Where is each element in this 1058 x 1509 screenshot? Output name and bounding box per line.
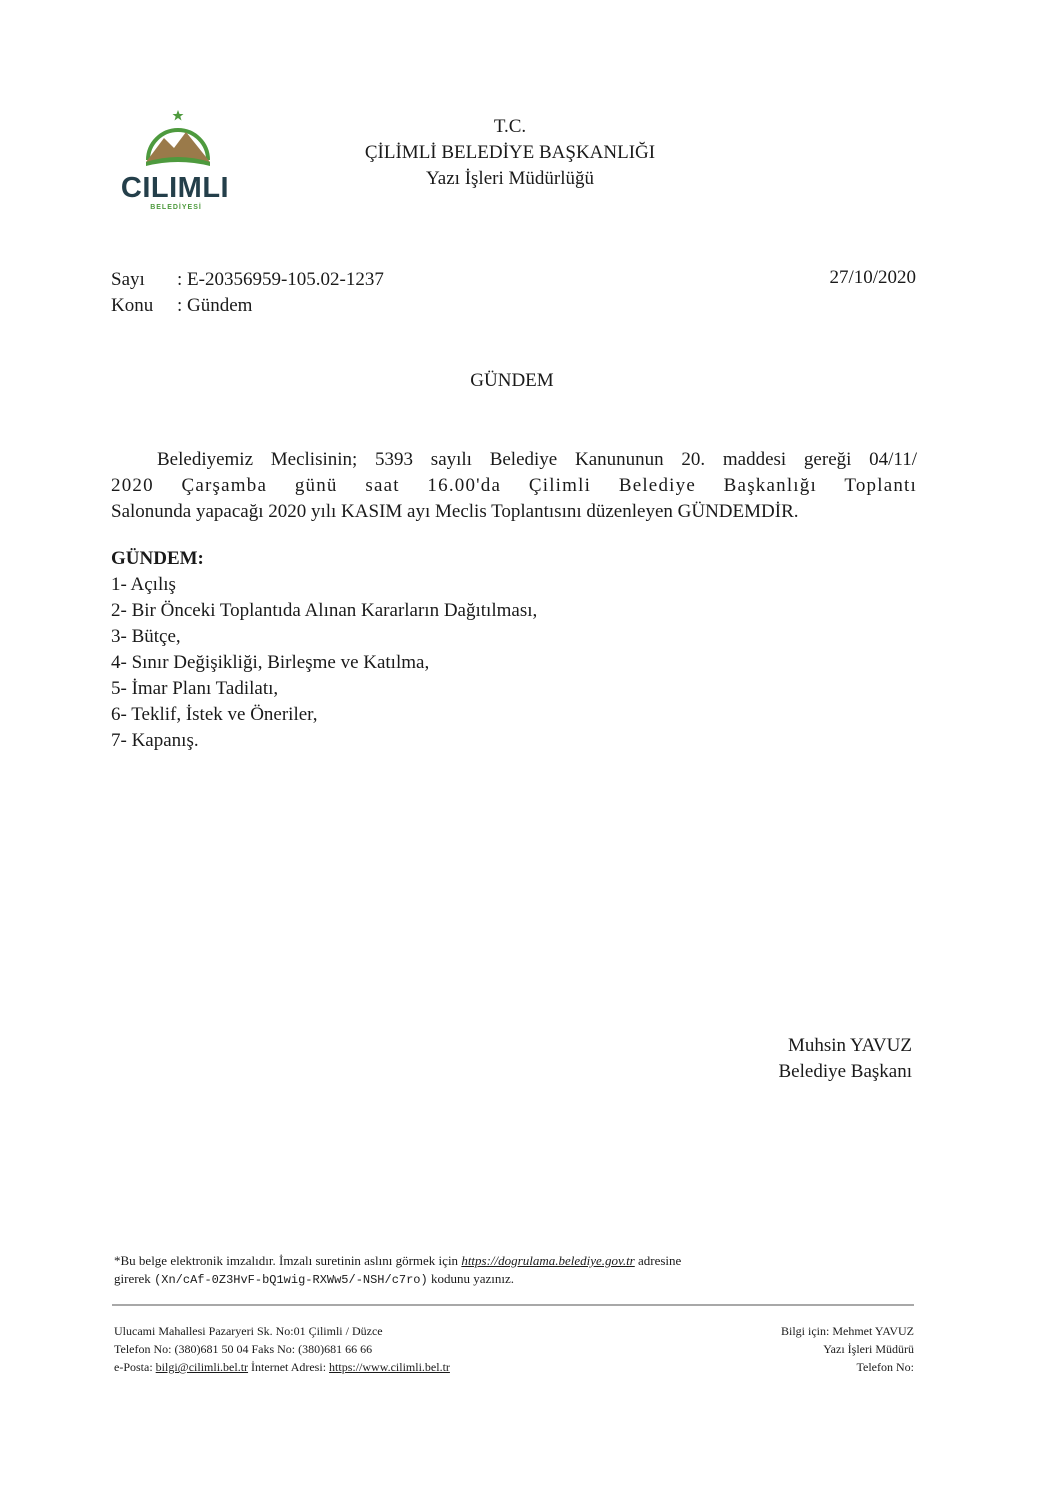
- sayi-label: Sayı: [111, 269, 145, 290]
- agenda-heading: GÜNDEM:: [111, 548, 204, 569]
- info-contact-role: Yazı İşleri Müdürü: [823, 1342, 914, 1356]
- verification-code: (Xn/cAf-0Z3HvF-bQ1wig-RXWw5/-NSH/c7ro): [154, 1273, 428, 1287]
- footer-address: Ulucami Mahallesi Pazaryeri Sk. No:01 Çilimli / Düzce: [114, 1324, 383, 1338]
- document-date: 27/10/2020: [829, 267, 916, 288]
- document-title: GÜNDEM: [470, 370, 554, 391]
- footer-contact: [114, 1322, 450, 1376]
- logo-subtitle: BELEDİYESİ: [150, 204, 202, 211]
- footer-info: [781, 1322, 914, 1376]
- footer-divider: [112, 1304, 914, 1306]
- konu-value: : Gündem: [177, 295, 253, 316]
- sayi-value: : E-20356959-105.02-1237: [177, 269, 384, 290]
- header-line-department: Yazı İşleri Müdürlüğü: [425, 168, 594, 189]
- agenda-item: 6- Teklif, İstek ve Öneriler,: [111, 704, 318, 725]
- agenda-item: 1- Açılış: [111, 574, 176, 595]
- agenda-item: 4- Sınır Değişikliği, Birleşme ve Katılma,: [111, 652, 430, 673]
- agenda-item: 3- Bütçe,: [111, 626, 181, 647]
- verification-link[interactable]: https://dogrulama.belediye.gov.tr: [461, 1253, 635, 1268]
- body-line-1: Belediyemiz Meclisinin; 5393 sayılı Belediye Kanununun 20. maddesi gereği 04/11/: [157, 449, 917, 470]
- signature-block: [779, 1033, 913, 1085]
- info-contact-phone: Telefon No:: [856, 1360, 914, 1374]
- sayi-row: [111, 267, 384, 293]
- agenda-item: 5- İmar Planı Tadilatı,: [111, 678, 279, 699]
- signatory-name: Muhsin YAVUZ: [787, 1035, 912, 1056]
- header-line-institution: ÇİLİMLİ BELEDİYE BAŞKANLIĞI: [364, 142, 656, 163]
- info-contact-person: Bilgi için: Mehmet YAVUZ: [781, 1324, 914, 1338]
- email-link[interactable]: bilgi@cilimli.bel.tr: [155, 1360, 249, 1374]
- footer-online: [114, 1358, 450, 1376]
- note-text-4: kodunu yazınız.: [427, 1271, 515, 1286]
- body-line-3: Salonunda yapacağı 2020 yılı KASIM ayı Meclis Toplantısını düzenleyen GÜNDEMDİR.: [111, 501, 799, 522]
- konu-row: [111, 293, 384, 319]
- email-label: e-Posta:: [114, 1360, 156, 1374]
- e-signature-note: [114, 1252, 914, 1289]
- note-text-1: *Bu belge elektronik imzalıdır. İmzalı suretinin aslını görmek için: [114, 1253, 462, 1268]
- body-paragraph: [111, 447, 917, 525]
- note-text-3: girerek: [114, 1271, 155, 1286]
- body-line-2: 2020 Çarşamba günü saat 16.00'da Çilimli Belediye Başkanlığı Toplantı: [111, 475, 917, 496]
- agenda-item: 7- Kapanış.: [111, 730, 199, 751]
- signatory-title: Belediye Başkanı: [778, 1061, 912, 1082]
- document-header: [200, 114, 820, 192]
- agenda-list: [111, 546, 537, 754]
- agenda-item: 2- Bir Önceki Toplantıda Alınan Kararların Dağıtılması,: [111, 600, 538, 621]
- konu-label: Konu: [111, 295, 154, 316]
- header-line-tc: T.C.: [493, 116, 527, 137]
- note-text-2: adresine: [634, 1253, 682, 1268]
- document-meta: [111, 267, 384, 319]
- web-label: İnternet Adresi:: [248, 1360, 330, 1374]
- logo-wordmark: CILIMLI: [120, 172, 230, 204]
- footer-phone: Telefon No: (380)681 50 04 Faks No: (380)681 66 66: [114, 1342, 373, 1356]
- website-link[interactable]: https://www.cilimli.bel.tr: [329, 1360, 450, 1374]
